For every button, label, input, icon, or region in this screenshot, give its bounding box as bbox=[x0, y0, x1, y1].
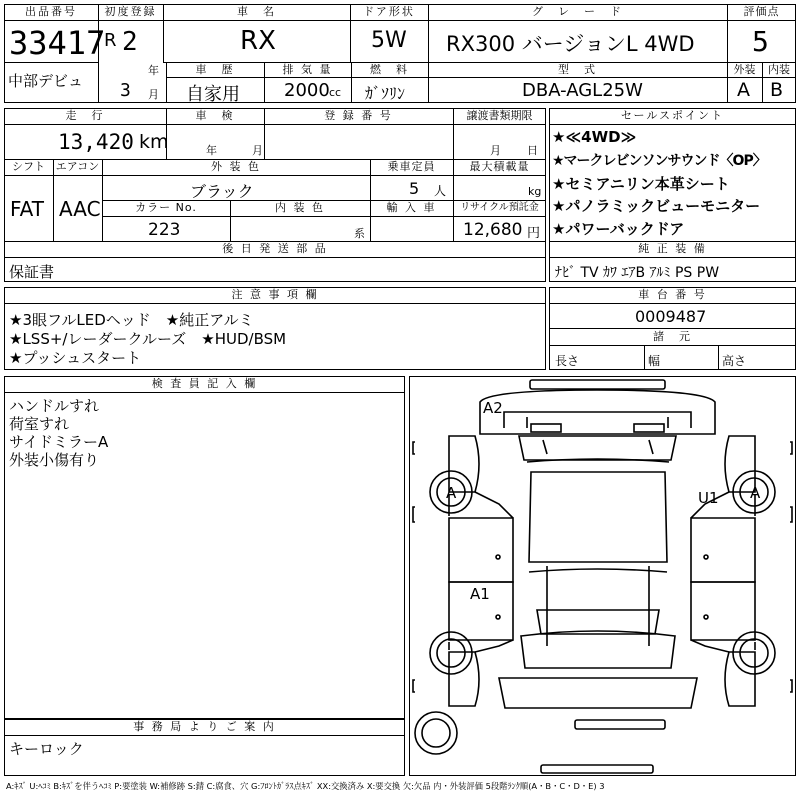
grade: RX300 バージョンL 4WD bbox=[446, 32, 695, 56]
import-label: 輸 入 車 bbox=[386, 201, 437, 214]
km-unit: km bbox=[139, 131, 169, 153]
month-unit: 月 bbox=[148, 88, 159, 101]
car-name-label: 車 名 bbox=[237, 5, 276, 18]
chassis-number-label: 車 台 番 号 bbox=[638, 288, 707, 301]
sales-point: ★≪4WD≫ bbox=[552, 128, 637, 146]
recycle-label: リサイクル預託金 bbox=[460, 202, 539, 213]
damage-mark: A bbox=[446, 484, 457, 502]
registration-month: 3 bbox=[120, 80, 131, 101]
office-notice-label: 事 務 局 よ り ご 案 内 bbox=[133, 720, 276, 733]
sales-point: ★パワーバックドア bbox=[552, 220, 685, 238]
score-label: 評価点 bbox=[743, 5, 780, 18]
year-unit: 年 bbox=[148, 64, 159, 77]
fuel: ｶﾞｿﾘﾝ bbox=[365, 84, 406, 103]
aircon-label: エアコン bbox=[55, 160, 100, 173]
standard-equipment: ﾅﾋﾞ TV ｶﾜ ｴｱB ｱﾙﾐ PS PW bbox=[555, 265, 720, 281]
inspector-note: 荷室すれ bbox=[9, 415, 70, 433]
door-type: 5W bbox=[371, 28, 407, 53]
model-code: DBA-AGL25W bbox=[522, 80, 643, 101]
lot-number: 33417 bbox=[9, 24, 106, 62]
transfer-day-unit: 日 bbox=[527, 144, 538, 157]
interior-label: 内装 bbox=[768, 63, 790, 76]
inspection-month-unit: 月 bbox=[252, 144, 263, 157]
damage-mark: A2 bbox=[483, 399, 503, 417]
length-label: 長さ bbox=[555, 354, 580, 368]
aircon: AAC bbox=[59, 197, 101, 221]
sales-point: ★セミアニリン本革シート bbox=[552, 175, 730, 193]
exterior-label: 外装 bbox=[733, 63, 756, 76]
sales-point: ★マークレビンソンサウンド〈OP〉 bbox=[552, 153, 766, 169]
era: R bbox=[104, 30, 117, 51]
displacement: 2000 bbox=[284, 80, 330, 101]
mileage: 13,420 bbox=[58, 130, 134, 154]
history: 自家用 bbox=[186, 84, 240, 105]
note-line: ★LSS+/レーダークルーズ ★HUD/BSM bbox=[9, 330, 287, 348]
seats: 5 bbox=[409, 179, 420, 198]
legend: A:ｷｽﾞ U:ﾍｺﾐ B:ｷｽﾞを伴うﾍｺﾐ P:要塗装 W:補修跡 S:錆 C:腐食、穴 G:ﾌﾛﾝﾄｶﾞﾗｽ点ｷｽﾞ XX:交換済み X:要交換 欠:欠品 内・外装評価 5段階ﾗﾝｸ順(A・B・C・D・E) 3 bbox=[6, 781, 605, 791]
lot-number-label: 出品番号 bbox=[25, 5, 77, 18]
yen-unit: 円 bbox=[527, 226, 541, 241]
shift-label: シフト bbox=[12, 160, 45, 173]
inspector-notes-label: 検 査 員 記 入 欄 bbox=[151, 377, 258, 390]
chassis-number: 0009487 bbox=[635, 307, 707, 326]
damage-mark: A1 bbox=[470, 585, 490, 603]
damage-mark: A bbox=[750, 484, 761, 502]
note-line: ★3眼フルLEDヘッド ★純正アルミ bbox=[9, 311, 254, 329]
registration-number-label: 登 録 番 号 bbox=[324, 109, 393, 122]
car-body-diagram bbox=[409, 376, 796, 776]
damage-mark: U1 bbox=[698, 489, 719, 507]
later-parts-label: 後 日 発 送 部 品 bbox=[222, 242, 328, 255]
inspector-note: ハンドルすれ bbox=[9, 397, 100, 415]
venue: 中部デビュ bbox=[8, 72, 84, 90]
sales-point: ★パノラミックビューモニター bbox=[552, 197, 761, 215]
seats-unit: 人 bbox=[434, 184, 447, 198]
displacement-label: 排 気 量 bbox=[282, 63, 333, 76]
transfer-deadline-label: 譲渡書類期限 bbox=[466, 109, 533, 122]
note-line: ★プッシュスタート bbox=[9, 349, 142, 367]
car-name: RX bbox=[240, 26, 276, 56]
transfer-month-unit: 月 bbox=[490, 144, 501, 157]
color-number-label: カラー No. bbox=[135, 201, 197, 214]
recycle-deposit: 12,680 bbox=[463, 220, 523, 240]
inspector-note: 外装小傷有り bbox=[9, 451, 100, 469]
specs-label: 諸 元 bbox=[653, 330, 692, 343]
registration-year: 2 bbox=[122, 27, 138, 57]
exterior-color-label: 外 装 色 bbox=[211, 160, 261, 173]
office-notice: キーロック bbox=[9, 740, 84, 758]
interior-grade: B bbox=[770, 79, 784, 101]
model-label: 型 式 bbox=[558, 63, 597, 76]
sales-points-label: セールスポイント bbox=[620, 109, 724, 122]
door-label: ドア形状 bbox=[363, 5, 415, 18]
inspector-note: サイドミラーA bbox=[9, 433, 109, 451]
inspection-label: 車 検 bbox=[195, 109, 235, 122]
interior-color-unit: 系 bbox=[354, 227, 365, 240]
notes-label: 注 意 事 項 欄 bbox=[231, 288, 319, 301]
later-parts: 保証書 bbox=[9, 263, 55, 281]
exterior-color: ブラック bbox=[190, 182, 254, 201]
grade-label: グ レ ー ド bbox=[532, 5, 623, 18]
first-registration-label: 初度登録 bbox=[104, 5, 157, 18]
score: 5 bbox=[752, 25, 769, 58]
inspection-year-unit: 年 bbox=[206, 144, 217, 157]
seats-label: 乗車定員 bbox=[387, 160, 436, 173]
width-label: 幅 bbox=[648, 354, 661, 368]
payload-label: 最大積載量 bbox=[469, 160, 530, 173]
exterior-grade: A bbox=[737, 79, 750, 101]
standard-equipment-label: 純 正 装 備 bbox=[638, 242, 707, 255]
mileage-label: 走 行 bbox=[65, 109, 105, 122]
shift: FAT bbox=[10, 197, 45, 221]
history-label: 車 歴 bbox=[195, 63, 235, 76]
cc-unit: cc bbox=[329, 86, 342, 99]
interior-color-label: 内 装 色 bbox=[275, 201, 325, 214]
height-label: 高さ bbox=[722, 354, 747, 368]
fuel-label: 燃 料 bbox=[370, 63, 409, 76]
payload-unit: kg bbox=[528, 185, 542, 198]
color-number: 223 bbox=[148, 220, 181, 240]
